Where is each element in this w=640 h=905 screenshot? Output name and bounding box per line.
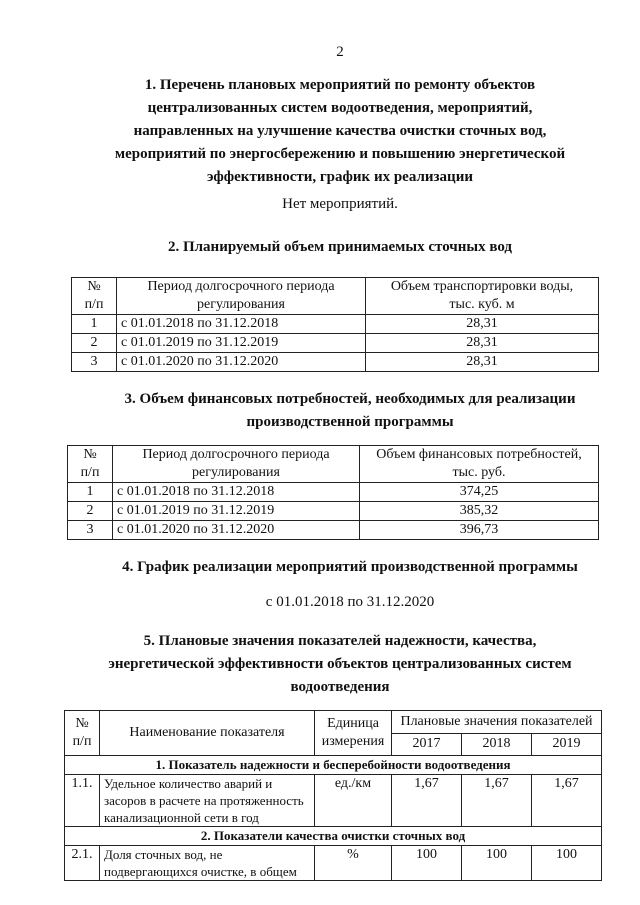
- header-volume-line1: Объем финансовых потребностей,: [376, 447, 582, 462]
- row-value: 100: [392, 846, 462, 881]
- header-num: [68, 446, 113, 483]
- row-num: 3: [68, 521, 113, 540]
- row-num: 2: [72, 334, 117, 353]
- row-name: [100, 775, 315, 827]
- row-value: 385,32: [360, 502, 599, 521]
- header-period: [117, 278, 366, 315]
- row-value: 396,73: [360, 521, 599, 540]
- table-row: [65, 846, 602, 881]
- section5-title: [60, 630, 620, 699]
- indicators-table: [64, 710, 602, 881]
- page-number: 2: [336, 44, 344, 60]
- header-period: [113, 446, 360, 483]
- section2-title: 2. Планируемый объем принимаемых сточных вод: [167, 239, 513, 255]
- row-value: 1,67: [462, 775, 532, 827]
- row-unit: %: [315, 846, 392, 881]
- row-period: с 01.01.2020 по 31.12.2020: [117, 353, 366, 372]
- row-name: [100, 846, 315, 881]
- header-volume-line2: тыс. куб. м: [449, 297, 515, 312]
- row-value: 100: [532, 846, 602, 881]
- section5-title-line: водоотведения: [290, 679, 390, 695]
- group-title-row: [65, 756, 602, 775]
- group-title: 1. Показатель надежности и бесперебойности водоотведения: [65, 756, 602, 775]
- header-name: Наименование показателя: [100, 711, 315, 756]
- header-volume-line2: тыс. руб.: [452, 465, 506, 480]
- header-unit-line1: Единица: [327, 716, 379, 731]
- section1-title-line: централизованных систем водоотведения, мероприятий,: [147, 100, 533, 116]
- table-row: [68, 521, 599, 540]
- row-period: с 01.01.2018 по 31.12.2018: [113, 483, 360, 502]
- row-name-line: канализационной сети в год: [104, 810, 259, 825]
- row-value: 28,31: [366, 334, 599, 353]
- table-row: [68, 483, 599, 502]
- table-header-row: [68, 446, 599, 483]
- header-period-line1: Период долгосрочного периода: [147, 279, 335, 294]
- header-year: 2019: [532, 733, 602, 756]
- table-row: [72, 334, 599, 353]
- header-period-line2: регулирования: [192, 465, 280, 480]
- row-num: 1.1.: [65, 775, 100, 827]
- row-num: 2.1.: [65, 846, 100, 881]
- row-num: 3: [72, 353, 117, 372]
- header-period-line1: Период долгосрочного периода: [142, 447, 330, 462]
- header-num: [72, 278, 117, 315]
- row-period: с 01.01.2019 по 31.12.2019: [117, 334, 366, 353]
- header-num: [65, 711, 100, 756]
- row-value: 100: [462, 846, 532, 881]
- section1-title-line: мероприятий по энергосбережению и повышению энергетической: [114, 146, 566, 162]
- row-num: 1: [68, 483, 113, 502]
- header-volume: [360, 446, 599, 483]
- section4-text: с 01.01.2018 по 31.12.2020: [265, 594, 435, 610]
- section1-text: Нет мероприятий.: [282, 196, 398, 212]
- header-unit-line2: измерения: [321, 734, 385, 749]
- section1-title-line: эффективности, график их реализации: [207, 169, 473, 185]
- header-num-line1: №: [87, 279, 101, 294]
- header-num-line2: п/п: [80, 465, 100, 480]
- volume-table: [71, 277, 599, 372]
- table-row: [68, 502, 599, 521]
- section4-title: 4. График реализации мероприятий производственной программы: [122, 559, 578, 575]
- row-name-line: Доля сточных вод, не: [104, 847, 223, 862]
- row-num: 1: [72, 315, 117, 334]
- section5-title-line: 5. Плановые значения показателей надежности, качества,: [143, 633, 537, 649]
- section3-title: [60, 388, 640, 434]
- header-year: 2017: [392, 733, 462, 756]
- header-num-line1: №: [83, 447, 97, 462]
- header-year: 2018: [462, 733, 532, 756]
- section5-title-line: энергетической эффективности объектов централизованных систем: [108, 656, 572, 672]
- row-period: с 01.01.2019 по 31.12.2019: [113, 502, 360, 521]
- row-value: 28,31: [366, 353, 599, 372]
- finance-table: [67, 445, 599, 540]
- row-num: 2: [68, 502, 113, 521]
- section1-title-line: 1. Перечень плановых мероприятий по ремонту объектов: [144, 77, 536, 93]
- header-num-line2: п/п: [72, 734, 92, 749]
- row-value: 28,31: [366, 315, 599, 334]
- row-period: с 01.01.2020 по 31.12.2020: [113, 521, 360, 540]
- row-name-line: засоров в расчете на протяженность: [104, 793, 304, 808]
- table-header-row: [65, 711, 602, 734]
- row-name-line: Удельное количество аварий и: [104, 776, 273, 791]
- section1-title: [80, 74, 600, 189]
- group-title-row: [65, 827, 602, 846]
- section3-title-line: производственной программы: [246, 414, 454, 430]
- table-header-row: [72, 278, 599, 315]
- section3-title-line: 3. Объем финансовых потребностей, необходимых для реализации: [124, 391, 576, 407]
- row-name-line: подвергающихся очистке, в общем: [104, 864, 297, 879]
- table-row: [72, 353, 599, 372]
- row-period: с 01.01.2018 по 31.12.2018: [117, 315, 366, 334]
- header-period-line2: регулирования: [197, 297, 285, 312]
- row-value: 1,67: [392, 775, 462, 827]
- group-title: 2. Показатели качества очистки сточных вод: [65, 827, 602, 846]
- table-row: [65, 775, 602, 827]
- header-unit: [315, 711, 392, 756]
- header-planned: Плановые значения показателей: [392, 711, 602, 734]
- table-row: [72, 315, 599, 334]
- header-volume: [366, 278, 599, 315]
- row-value: 374,25: [360, 483, 599, 502]
- header-num-line1: №: [75, 716, 89, 731]
- row-value: 1,67: [532, 775, 602, 827]
- header-volume-line1: Объем транспортировки воды,: [390, 279, 574, 294]
- row-unit: ед./км: [315, 775, 392, 827]
- section1-title-line: направленных на улучшение качества очистки сточных вод,: [133, 123, 547, 139]
- header-num-line2: п/п: [84, 297, 104, 312]
